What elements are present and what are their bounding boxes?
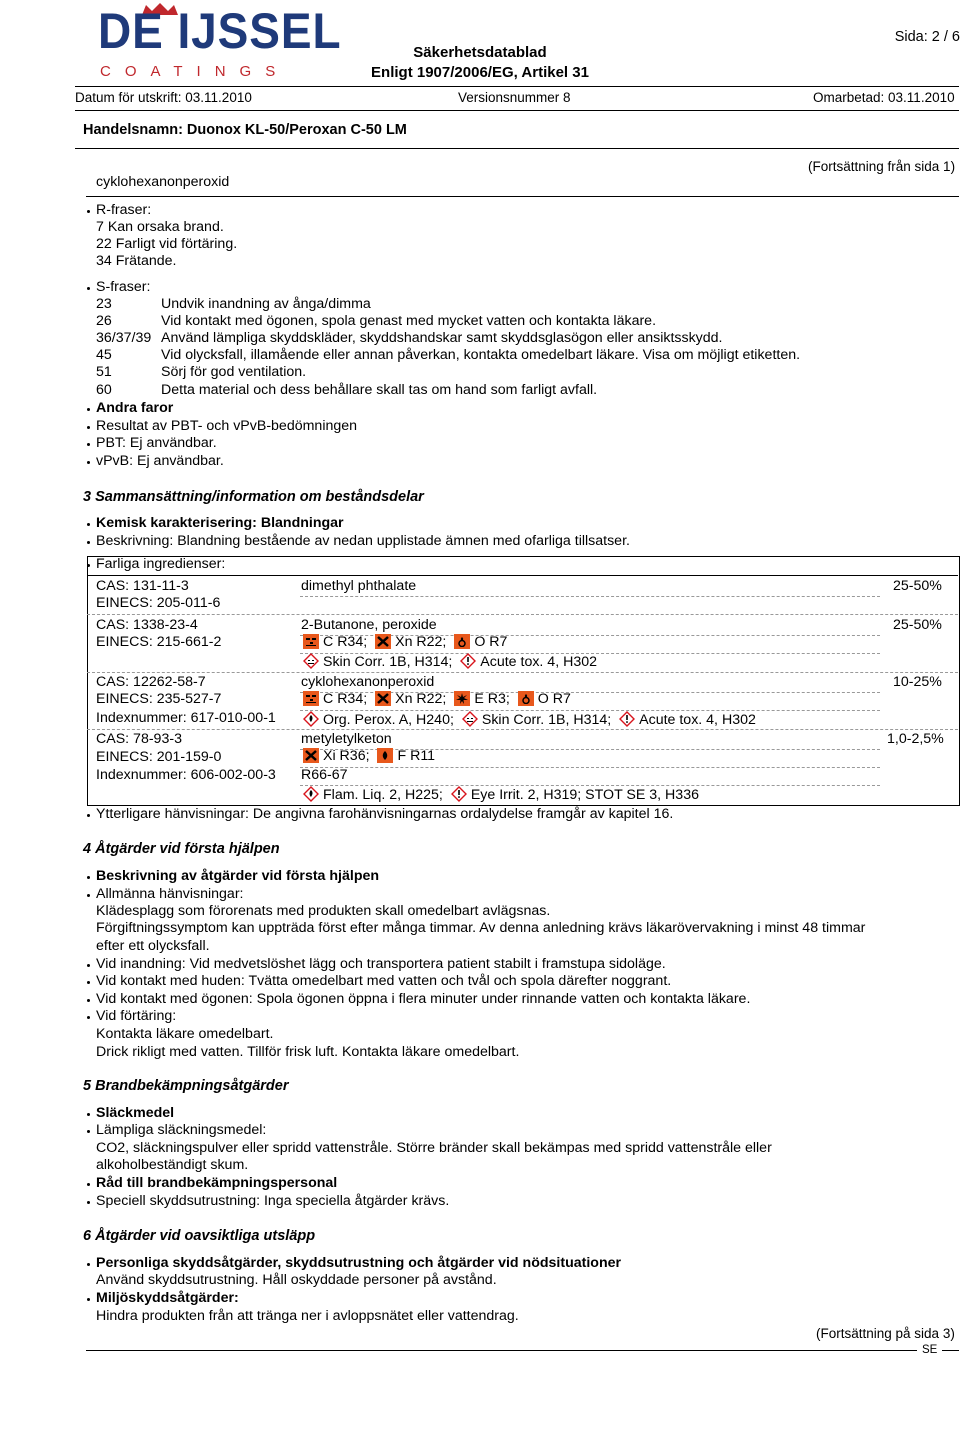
ghs-exclamation-icon <box>451 786 467 802</box>
version-number: Versionsnummer 8 <box>458 90 571 105</box>
ingredient-percentage: 25-50% <box>893 578 942 594</box>
hazard-code: Xi R36; <box>323 748 370 764</box>
hazard-code: Xn R22; <box>395 691 447 707</box>
ingredient-id: EINECS: 235-527-7 <box>96 691 222 707</box>
ghs-corrosion-icon <box>462 711 478 727</box>
pbt-result: Resultat av PBT- och vPvB-bedömningen <box>96 418 358 434</box>
s-phrase-code: 60 <box>96 382 112 398</box>
document-subtitle: Enligt 1907/2006/EG, Artikel 31 <box>371 64 589 81</box>
hazard-code: C R34; <box>323 634 368 650</box>
skin-contact: Vid kontakt med huden: Tvätta omedelbart med vatten och tvål och spola därefter noggrant. <box>96 973 672 989</box>
ingredient-name: metyletylketon <box>301 731 392 747</box>
ingredient-name: dimethyl phthalate <box>301 578 417 594</box>
personal-precautions: Personliga skyddsåtgärder, skyddsutrustning och åtgärder vid nödsituationer <box>96 1255 622 1271</box>
r-phrases-label: R-fraser: <box>96 202 152 218</box>
ghs-classification: Acute tox. 4, H302 <box>639 712 756 728</box>
document-title: Säkerhetsdatablad <box>413 44 547 61</box>
description: Beskrivning: Blandning bestående av nedan upplistade ämnen med ofarliga tillsatser. <box>96 533 630 549</box>
ingredient-id: Indexnummer: 606-002-00-3 <box>96 767 276 783</box>
trade-name: Handelsnamn: Duonox KL-50/Peroxan C-50 LM <box>83 122 407 138</box>
s-phrase-code: 36/37/39 <box>96 330 152 346</box>
environmental-precautions: Miljöskyddsåtgärder: <box>96 1290 239 1306</box>
s-phrase-text: Undvik inandning av ånga/dimma <box>161 296 371 312</box>
ghs-exclamation-icon <box>619 711 635 727</box>
personal-precautions-text: Använd skyddsutrustning. Håll oskyddade personer på avstånd. <box>96 1272 497 1288</box>
general-note: Klädesplagg som förorenats med produkten skall omedelbart avlägsnas. <box>96 903 551 919</box>
s-phrase-text: Vid kontakt med ögonen, spola genast med mycket vatten och kontakta läkare. <box>161 313 657 329</box>
s-phrase-code: 23 <box>96 296 112 312</box>
section-3-title: 3 Sammansättning/information om beståndsdelar <box>83 489 424 505</box>
revised-date: Omarbetad: 03.11.2010 <box>813 90 955 105</box>
ghs-flame-icon <box>303 711 319 727</box>
company-logo-subtitle: COATINGS <box>100 63 290 80</box>
suitable-media: CO2, släckningspulver eller spridd vattenstråle. Större bränder skall bekämpas med spridd vattenstråle eller <box>96 1140 772 1156</box>
ingestion-note: Drick rikligt med vatten. Tillför frisk luft. Kontakta läkare omedelbart. <box>96 1044 520 1060</box>
ghs-exclamation-icon <box>460 653 476 669</box>
section-4-title: 4 Åtgärder vid första hjälpen <box>83 841 280 857</box>
s-phrases-label: S-fraser: <box>96 279 151 295</box>
print-date: Datum för utskrift: 03.11.2010 <box>75 90 252 105</box>
s-phrase-text: Vid olycksfall, illamående eller annan påverkan, kontakta omedelbart läkare. Visa om möjligt etiketten. <box>161 347 801 363</box>
hazard-code: R66-67 <box>301 767 348 783</box>
ingredients-label: Farliga ingredienser: <box>96 556 226 572</box>
suitable-media: alkoholbeständigt skum. <box>96 1157 249 1173</box>
company-logo: DE IJSSEL <box>98 3 342 59</box>
chemical-characterisation: Kemisk karakterisering: Blandningar <box>96 515 344 531</box>
environmental-precautions-text: Hindra produkten från att tränga ner i avloppsnätet eller vattendrag. <box>96 1308 519 1324</box>
r-phrase: 22 Farligt vid förtäring. <box>96 236 238 252</box>
inhalation: Vid inandning: Vid medvetslöshet lägg och transportera patient stabilt i framstupa sidoläge. <box>96 956 666 972</box>
explosive-pictogram-icon <box>454 691 470 706</box>
ingredient-name: cyklohexanonperoxid <box>301 674 435 690</box>
continued-to: (Fortsättning på sida 3) <box>816 1326 955 1341</box>
ingredient-id: CAS: 131-11-3 <box>96 578 189 594</box>
ingredient-id: CAS: 1338-23-4 <box>96 617 198 633</box>
corrosive-pictogram-icon <box>303 634 319 649</box>
oxidising-flame-icon <box>518 691 534 706</box>
page-number: Sida: 2 / 6 <box>894 29 960 45</box>
ingestion-label: Vid förtäring: <box>96 1008 177 1024</box>
ghs-corrosion-icon <box>303 653 319 669</box>
ingredient-id: EINECS: 205-011-6 <box>96 595 221 611</box>
hazard-code: Xn R22; <box>395 634 447 650</box>
harmful-cross-icon <box>375 691 391 706</box>
general-notes-label: Allmänna hänvisningar: <box>96 886 244 902</box>
protective-equipment: Speciell skyddsutrustning: Inga speciella åtgärder krävs. <box>96 1193 450 1209</box>
ingredient-percentage: 10-25% <box>893 674 942 690</box>
hazard-code: C R34; <box>323 691 368 707</box>
corrosive-pictogram-icon <box>303 691 319 706</box>
substance-name: cyklohexanonperoxid <box>96 174 230 190</box>
suitable-media-label: Lämpliga släckningsmedel: <box>96 1122 267 1138</box>
vpvb: vPvB: Ej användbar. <box>96 453 224 469</box>
ghs-classification: Skin Corr. 1B, H314; <box>323 654 453 670</box>
hazard-code: O R7 <box>537 691 571 707</box>
r-phrase: 34 Frätande. <box>96 253 177 269</box>
section-5-title: 5 Brandbekämpningsåtgärder <box>83 1078 289 1094</box>
other-hazards: Andra faror <box>96 400 174 416</box>
ghs-classification: Org. Perox. A, H240; <box>323 712 454 728</box>
s-phrase-text: Använd lämpliga skyddskläder, skyddshandskar samt skyddsglasögon eller ansiktsskydd. <box>161 330 723 346</box>
continued-from: (Fortsättning från sida 1) <box>808 159 956 174</box>
s-phrase-code: 45 <box>96 347 112 363</box>
pbt: PBT: Ej användbar. <box>96 435 217 451</box>
s-phrase-text: Detta material och dess behållare skall tas om hand som farligt avfall. <box>161 382 598 398</box>
ghs-classification: Eye Irrit. 2, H319; STOT SE 3, H336 <box>470 787 699 803</box>
general-note: Förgiftningssymptom kan uppträda först efter många timmar. Av denna anledning krävs läkarövervakning i minst 48 timmar <box>96 920 866 936</box>
further-information: Ytterligare hänvisningar: De angivna farohänvisningarnas ordalydelse framgår av kapitel 16. <box>96 806 674 822</box>
ghs-flame-icon <box>303 786 319 802</box>
first-aid-description: Beskrivning av åtgärder vid första hjälpen <box>96 868 380 884</box>
ingredient-id: CAS: 78-93-3 <box>96 731 182 747</box>
oxidising-flame-icon <box>454 634 470 649</box>
ghs-classification: Acute tox. 4, H302 <box>480 654 598 670</box>
s-phrase-code: 51 <box>96 364 112 380</box>
section-6-title: 6 Åtgärder vid oavsiktliga utsläpp <box>83 1228 316 1244</box>
general-note: efter ett olycksfall. <box>96 938 210 954</box>
hazard-code: O R7 <box>474 634 508 650</box>
hazard-code: F R11 <box>397 748 436 764</box>
s-phrase-text: Sörj för god ventilation. <box>161 364 307 380</box>
flammable-flame-icon <box>377 748 393 763</box>
ingredient-name: 2-Butanone, peroxide <box>301 617 437 633</box>
ingredient-percentage: 1,0-2,5% <box>887 731 944 747</box>
ingredient-id: CAS: 12262-58-7 <box>96 674 206 690</box>
ingredient-id: EINECS: 215-661-2 <box>96 634 222 650</box>
ghs-classification: Flam. Liq. 2, H225; <box>323 787 443 803</box>
language-code: SE <box>922 1344 938 1356</box>
ingredient-percentage: 25-50% <box>893 617 942 633</box>
harmful-cross-icon <box>375 634 391 649</box>
r-phrase: 7 Kan orsaka brand. <box>96 219 224 235</box>
hazard-code: E R3; <box>474 691 510 707</box>
irritant-cross-icon <box>303 748 319 763</box>
ingredient-id: Indexnummer: 617-010-00-1 <box>96 710 276 726</box>
ingestion-note: Kontakta läkare omedelbart. <box>96 1026 274 1042</box>
s-phrase-code: 26 <box>96 313 112 329</box>
ghs-classification: Skin Corr. 1B, H314; <box>481 712 612 728</box>
eye-contact: Vid kontakt med ögonen: Spola ögonen öppna i flera minuter under rinnande vatten och kontakta läkare. <box>96 991 751 1007</box>
ingredient-id: EINECS: 201-159-0 <box>96 749 222 765</box>
extinguishing-media: Släckmedel <box>96 1105 175 1121</box>
firefighter-advice: Råd till brandbekämpningspersonal <box>96 1175 338 1191</box>
